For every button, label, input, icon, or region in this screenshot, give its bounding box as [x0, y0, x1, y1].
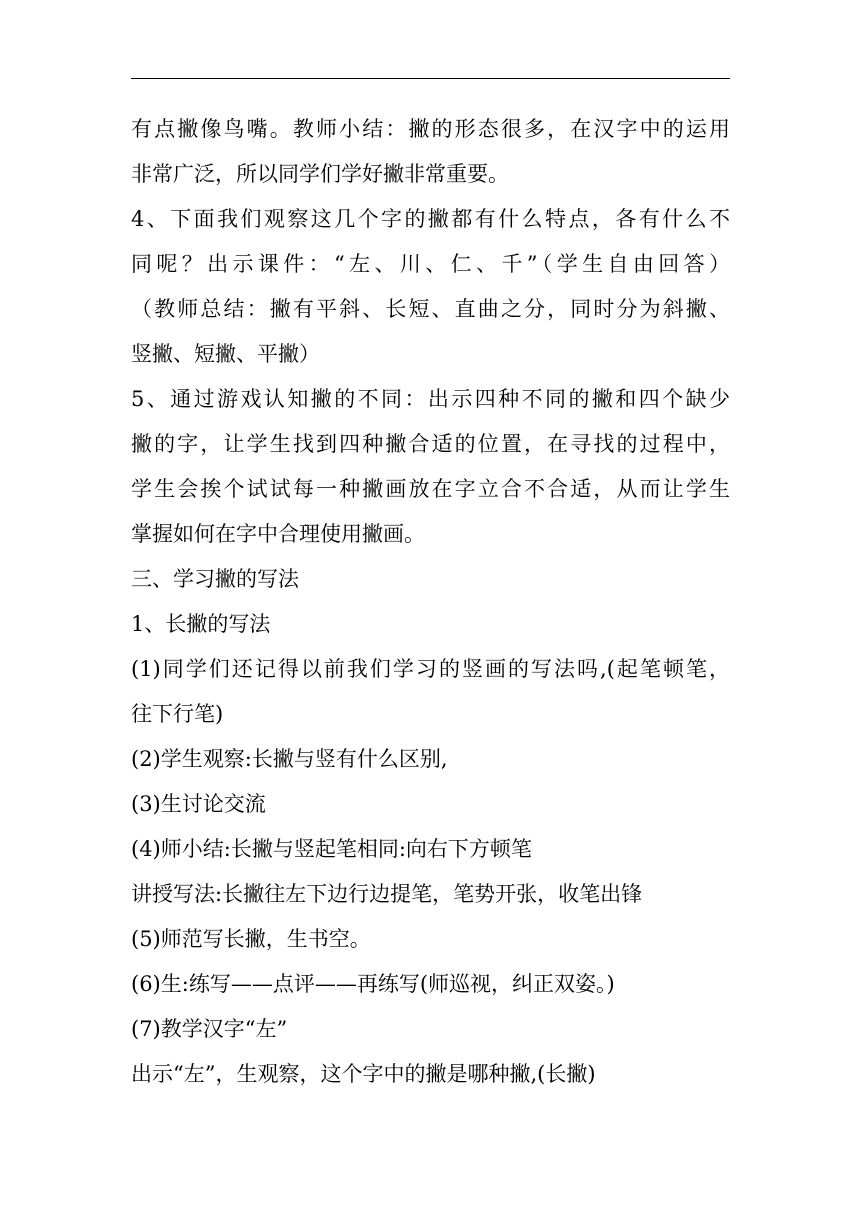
text-line: (1)同学们还记得以前我们学习的竖画的写法吗,(起笔顿笔， [131, 657, 730, 681]
document-body [131, 107, 730, 1097]
text-line: 竖撇、短撇、平撇） [131, 342, 320, 366]
header-rule [131, 78, 730, 79]
text-line: 5、通过游戏认知撇的不同：出示四种不同的撇和四个缺少 [131, 387, 730, 411]
text-line: 4、下面我们观察这几个字的撇都有什么特点，各有什么不 [131, 207, 730, 231]
section-heading: 三、学习撇的写法 [131, 567, 299, 591]
text-line: (2)学生观察:长撇与竖有什么区别, [131, 747, 448, 771]
text-line: 非常广泛，所以同学们学好撇非常重要。 [131, 162, 509, 186]
text-line: 掌握如何在字中合理使用撇画。 [131, 522, 425, 546]
text-line: 撇的字，让学生找到四种撇合适的位置，在寻找的过程中， [131, 432, 730, 456]
text-line: 往下行笔) [131, 702, 224, 726]
text-line: 同呢？出示课件：“左、川、仁、千”（学生自由回答） [131, 252, 730, 276]
text-line: (6)生:练写——点评——再练写(师巡视，纠正双姿。) [131, 972, 615, 996]
text-line: (7)教学汉字“左” [131, 1017, 288, 1041]
text-line: 有点撇像鸟嘴。教师小结：撇的形态很多，在汉字中的运用 [131, 117, 730, 141]
text-line: (4)师小结:长撇与竖起笔相同:向右下方顿笔 [131, 837, 532, 861]
text-line: (3)生讨论交流 [131, 792, 266, 816]
text-line: （教师总结：撇有平斜、长短、直曲之分，同时分为斜撇、 [131, 297, 730, 321]
text-line: 学生会挨个试试每一种撇画放在字立合不合适，从而让学生 [131, 477, 730, 501]
text-line: (5)师范写长撇，生书空。 [131, 927, 371, 951]
text-line: 出示“左”，生观察，这个字中的撇是哪种撇,(长撇) [131, 1062, 596, 1086]
subsection-heading: 1、长撇的写法 [131, 612, 271, 636]
text-line: 讲授写法:长撇往左下边行边提笔，笔势开张，收笔出锋 [131, 882, 643, 906]
